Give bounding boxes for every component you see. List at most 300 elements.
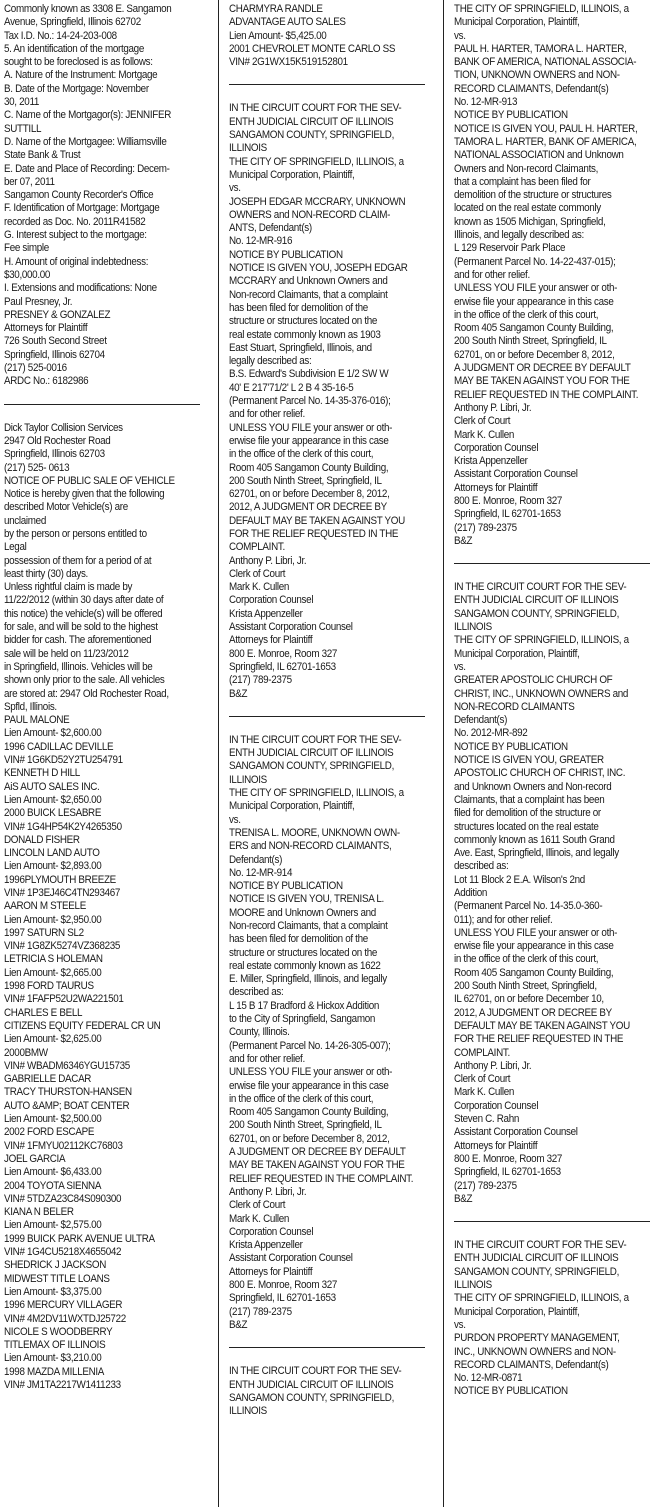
text-line: recorded as Doc. No. 2011R41582	[4, 215, 146, 228]
text-line: structure or structures located on the	[229, 315, 378, 328]
text-line: VIN# 1G8ZK5274VZ368235	[4, 940, 121, 953]
text-line: (Permanent Parcel No. 14-22-437-015);	[454, 255, 616, 268]
text-line: TRENISA L. MOORE, UNKNOWN OWN-	[229, 826, 400, 839]
text-line: MAY BE TAKEN AGAINST YOU FOR THE	[229, 1159, 405, 1172]
block-spacer	[229, 69, 426, 80]
text-line: VIN# 1G4HP54K2Y4265350	[4, 820, 122, 833]
text-line: No. 2012-MR-892	[454, 727, 528, 740]
text-line: Attorneys for Plaintiff	[229, 1265, 313, 1278]
text-line: 11/22/2012 (within 30 days after date of	[4, 594, 164, 607]
text-line: TION, UNKNOWN OWNERS and NON-	[454, 69, 620, 82]
text-line: demolition of the structure or structures	[454, 189, 612, 202]
text-line: Attorneys for Plaintiff	[229, 634, 313, 647]
text-line: NOTICE IS GIVEN YOU, PAUL H. HARTER,	[454, 122, 638, 135]
text-line: FOR THE RELIEF REQUESTED IN THE	[454, 1033, 624, 1046]
text-line: Clerk of Court	[229, 1199, 286, 1212]
text-line: unclaimed	[4, 514, 46, 527]
text-line: NOTICE IS GIVEN YOU, TRENISA L.	[229, 893, 384, 906]
text-line: and Unknown Owners and Non-record	[454, 780, 612, 793]
text-line: (217) 789-2375	[229, 1305, 292, 1318]
notice-separator	[454, 1221, 650, 1222]
text-line: in the office of the clerk of this court,	[454, 308, 599, 321]
text-line: Lien Amount- $2,600.00	[4, 727, 102, 740]
text-line: vs.	[454, 660, 466, 673]
text-line: real estate commonly known as 1903	[229, 328, 381, 341]
text-line: MOORE and Unknown Owners and	[229, 906, 376, 919]
block-spacer	[229, 1332, 426, 1343]
text-line: VIN# WBADM6346YGU15735	[4, 1059, 130, 1072]
text-line: 2000BMW	[4, 1046, 48, 1059]
text-line: VIN# 1FMYU02112KC76803	[4, 1139, 123, 1152]
text-line: (Permanent Parcel No. 14-35-376-016);	[229, 395, 391, 408]
text-line: COMPLAINT.	[229, 541, 285, 554]
text-line: Municipal Corporation, Plaintiff,	[229, 800, 355, 813]
text-line: Attorneys for Plaintiff	[454, 1139, 538, 1152]
block-spacer	[229, 701, 426, 712]
text-line: E. Date and Place of Recording: Decem-	[4, 162, 170, 175]
text-line: Addition	[454, 887, 488, 899]
text-line: Krista Appenzeller	[229, 607, 303, 620]
text-line: Sangamon County Recorder's Office	[4, 189, 154, 202]
notice-separator	[4, 404, 200, 405]
text-line: AARON M STEELE	[4, 900, 86, 913]
text-line: located on the real estate commonly	[454, 202, 601, 215]
text-line: Defendant(s)	[454, 714, 508, 727]
text-line: VIN# 4M2DV11WXTDJ25722	[4, 1312, 126, 1325]
text-line: TAMORA L. HARTER, BANK OF AMERICA,	[454, 135, 637, 148]
text-line: Attorneys for Plaintiff	[454, 481, 538, 494]
text-line: ENTH JUDICIAL CIRCUIT OF ILLINOIS	[454, 594, 619, 607]
text-line: 800 E. Monroe, Room 327	[229, 647, 338, 660]
text-line: Lien Amount- $2,665.00	[4, 966, 102, 979]
text-line: Corporation Counsel	[229, 594, 314, 607]
text-line: 2012, A JUDGMENT OR DECREE BY	[454, 1006, 612, 1019]
text-line: Lien Amount- $3,375.00	[4, 1285, 102, 1298]
text-line: Clerk of Court	[454, 1073, 511, 1086]
text-line: B&Z	[229, 1318, 248, 1331]
text-line: 62701, on or before December 8, 2012,	[454, 348, 615, 361]
block-spacer	[454, 570, 651, 581]
text-line: 2000 BUICK LESABRE	[4, 807, 102, 820]
text-line: DONALD FISHER	[4, 833, 80, 846]
text-line: Mark K. Cullen	[229, 1212, 290, 1225]
text-line: East Stuart, Springfield, Illinois, and	[229, 341, 372, 354]
text-line: (217) 525-0016	[4, 362, 67, 375]
text-line: are stored at: 2947 Old Rochester Road,	[4, 687, 169, 700]
text-line: No. 12-MR-913	[454, 96, 518, 109]
text-line: Defendant(s)	[229, 853, 283, 866]
text-line: DEFAULT MAY BE TAKEN AGAINST YOU	[454, 1019, 630, 1032]
text-line: Non-record Claimants, that a complaint	[229, 288, 388, 301]
text-line: G. Interest subject to the mortgage:	[4, 229, 147, 242]
text-line: vs.	[229, 182, 241, 195]
text-line: SANGAMON COUNTY, SPRINGFIELD,	[229, 129, 395, 142]
column-1	[4, 3, 201, 1507]
text-line: NOTICE IS GIVEN YOU, JOSEPH EDGAR	[229, 262, 408, 275]
text-line: Lien Amount- $3,210.00	[4, 1352, 102, 1365]
text-line: erwise file your appearance in this case	[229, 1079, 389, 1092]
text-line: ILLINOIS	[229, 1405, 267, 1418]
text-line: and for other relief.	[454, 268, 530, 281]
text-line: (Permanent Parcel No. 14-35.0-360-	[454, 900, 603, 913]
text-line: IN THE CIRCUIT COURT FOR THE SEV-	[454, 1239, 627, 1252]
text-line: L 15 B 17 Bradford & Hickox Addition	[229, 999, 380, 1012]
text-line: Municipal Corporation, Plaintiff,	[454, 16, 580, 29]
text-line: Anthony P. Libri, Jr.	[454, 1059, 532, 1072]
text-line: 2002 FORD ESCAPE	[4, 1126, 95, 1139]
text-line: bidder for cash. The aforementioned	[4, 634, 152, 647]
text-line: Illinois, and legally described as:	[454, 229, 584, 242]
text-line: (217) 525- 0613	[4, 461, 70, 474]
text-line: Lien Amount- $5,425.00	[229, 29, 327, 42]
text-line: SANGAMON COUNTY, SPRINGFIELD,	[229, 760, 395, 773]
text-line: 800 E. Monroe, Room 327	[454, 494, 563, 507]
text-line: 2012, A JUDGMENT OR DECREE BY	[229, 501, 387, 514]
block-spacer	[4, 411, 201, 422]
text-line: FOR THE RELIEF REQUESTED IN THE	[229, 527, 399, 540]
text-line: COMPLAINT.	[454, 1046, 510, 1059]
text-line: UNLESS YOU FILE your answer or oth-	[229, 1066, 393, 1079]
text-line: 200 South Ninth Street, Springfield, IL	[229, 1119, 382, 1132]
text-line: No. 12-MR-916	[229, 235, 293, 248]
text-line: ADVANTAGE AUTO SALES	[229, 16, 346, 29]
text-line: VIN# 1P3EJ46C4TN293467	[4, 887, 121, 899]
text-line: Lien Amount- $2,575.00	[4, 1219, 102, 1232]
text-line: IN THE CIRCUIT COURT FOR THE SEV-	[454, 581, 627, 594]
text-line: A JUDGMENT OR DECREE BY DEFAULT	[229, 1146, 406, 1159]
text-line: CHRIST, INC., UNKNOWN OWNERS and	[454, 687, 629, 700]
block-spacer	[229, 91, 426, 102]
text-line: in the office of the clerk of this court,	[454, 953, 599, 966]
block-spacer	[4, 389, 201, 400]
column-3	[454, 3, 651, 1507]
text-line: Room 405 Sangamon County Building,	[454, 966, 614, 979]
notice-block	[229, 1365, 426, 1418]
text-line: ILLINOIS	[454, 621, 492, 634]
text-line: erwise file your appearance in this case	[454, 295, 614, 308]
text-line: Springfield, Illinois 62704	[4, 348, 105, 361]
text-line: ber 07, 2011	[4, 175, 55, 188]
notice-block	[229, 102, 426, 700]
text-line: LETRICIA S HOLEMAN	[4, 953, 103, 966]
notice-block	[229, 734, 426, 1332]
text-line: shown only prior to the sale. All vehicles	[4, 674, 165, 687]
text-line: NOTICE OF PUBLIC SALE OF VEHICLE	[4, 474, 175, 487]
text-line: No. 12-MR-0871	[454, 1372, 523, 1385]
text-line: for sale, and will be sold to the highest	[4, 621, 158, 634]
text-line: that a complaint has been filed for	[454, 175, 591, 188]
text-line: Room 405 Sangamon County Building,	[229, 1106, 389, 1119]
text-line: UNLESS YOU FILE your answer or oth-	[454, 926, 618, 939]
text-line: RELIEF REQUESTED IN THE COMPLAINT.	[229, 1172, 414, 1185]
text-line: BANK OF AMERICA, NATIONAL ASSOCIA-	[454, 56, 637, 69]
text-line: ANTS, Defendant(s)	[229, 222, 312, 235]
text-line: B&Z	[454, 1192, 473, 1205]
text-line: ILLINOIS	[454, 1279, 492, 1292]
text-line: LINCOLN LAND AUTO	[4, 847, 100, 860]
text-line: Commonly known as 3308 E. Sangamon	[4, 3, 172, 15]
column-divider	[218, 0, 219, 1507]
text-line: Lien Amount- $6,433.00	[4, 1166, 102, 1179]
text-line: Tax I.D. No.: 14-24-203-008	[4, 29, 117, 42]
text-line: D. Name of the Mortgagee: Williamsville	[4, 135, 167, 148]
text-line: 62701, on or before December 8, 2012,	[229, 1132, 390, 1145]
text-line: NOTICE BY PUBLICATION	[454, 1385, 568, 1398]
text-line: C. Name of the Mortgagor(s): JENNIFER	[4, 109, 171, 122]
text-line: THE CITY OF SPRINGFIELD, ILLINOIS, a	[454, 1292, 629, 1305]
text-line: 1998 FORD TAURUS	[4, 980, 94, 993]
text-line: Springfield, IL 62701-1653	[229, 1292, 336, 1305]
text-line: Corporation Counsel	[454, 1099, 539, 1112]
text-line: Mark K. Cullen	[454, 1086, 515, 1099]
text-line: in the office of the clerk of this court,	[229, 1092, 374, 1105]
text-line: MAY BE TAKEN AGAINST YOU FOR THE	[454, 375, 630, 388]
text-line: NOTICE BY PUBLICATION	[454, 740, 568, 753]
block-spacer	[454, 1206, 651, 1217]
text-line: Springfield, IL 62701-1653	[229, 660, 336, 673]
text-line: TRACY THURSTON-HANSEN	[4, 1086, 132, 1099]
text-line: VIN# 5TDZA23C84S090300	[4, 1192, 122, 1205]
text-line: sought to be foreclosed is as follows:	[4, 56, 153, 69]
block-spacer	[454, 1228, 651, 1239]
text-line: Mark K. Cullen	[229, 581, 290, 594]
text-line: Springfield, Illinois 62703	[4, 448, 105, 461]
text-line: ILLINOIS	[229, 142, 267, 155]
text-line: ENTH JUDICIAL CIRCUIT OF ILLINOIS	[229, 1378, 394, 1391]
text-line: Assistant Corporation Counsel	[454, 468, 578, 481]
notice-separator	[229, 716, 425, 717]
text-line: Assistant Corporation Counsel	[229, 1252, 353, 1265]
text-line: RECORD CLAIMANTS, Defendant(s)	[454, 82, 609, 95]
text-line: UNLESS YOU FILE your answer or oth-	[229, 421, 393, 434]
text-line: 5. An identification of the mortgage	[4, 42, 145, 55]
text-line: Krista Appenzeller	[229, 1239, 303, 1252]
text-line: VIN# JM1TA2217W1411233	[4, 1378, 121, 1391]
text-line: Anthony P. Libri, Jr.	[454, 401, 532, 414]
text-line: 200 South Ninth Street, Springfield, IL	[229, 474, 382, 487]
text-line: Anthony P. Libri, Jr.	[229, 554, 307, 567]
text-line: real estate commonly known as 1622	[229, 959, 381, 972]
text-line: Krista Appenzeller	[454, 455, 528, 468]
text-line: VIN# 2G1WX15K519152801	[229, 56, 348, 69]
text-line: SANGAMON COUNTY, SPRINGFIELD,	[229, 1391, 395, 1404]
text-line: CHARMYRA RANDLE	[229, 3, 323, 15]
block-spacer	[229, 1354, 426, 1365]
text-line: Owners and Non-record Claimants,	[454, 162, 599, 175]
text-line: least thirty (30) days.	[4, 567, 88, 580]
text-line: by the person or persons entitled to	[4, 527, 147, 540]
text-line: NATIONAL ASSOCIATION and Unknown	[454, 149, 624, 162]
text-line: ENTH JUDICIAL CIRCUIT OF ILLINOIS	[454, 1252, 619, 1265]
text-line: Lien Amount- $2,650.00	[4, 793, 102, 806]
text-line: erwise file your appearance in this case	[229, 434, 389, 447]
text-line: and for other relief.	[229, 1052, 305, 1065]
notice-separator	[229, 84, 425, 85]
text-line: I. Extensions and modifications: None	[4, 282, 157, 295]
text-line: Paul Presney, Jr.	[4, 295, 73, 308]
text-line: A JUDGMENT OR DECREE BY DEFAULT	[454, 362, 631, 375]
text-line: NOTICE IS GIVEN YOU, GREATER	[454, 754, 604, 767]
text-line: TITLEMAX OF ILLINOIS	[4, 1339, 106, 1352]
notice-block	[4, 3, 201, 389]
text-line: Steven C. Rahn	[454, 1113, 519, 1126]
text-line: $30,000.00	[4, 268, 51, 281]
text-line: legally described as:	[229, 355, 312, 368]
text-line: B. Date of the Mortgage: November	[4, 82, 149, 95]
text-line: AiS AUTO SALES INC.	[4, 780, 100, 793]
column-2	[229, 3, 426, 1507]
text-line: Springfield, IL 62701-1653	[454, 1166, 561, 1179]
text-line: 800 E. Monroe, Room 327	[229, 1279, 338, 1292]
text-line: DEFAULT MAY BE TAKEN AGAINST YOU	[229, 514, 405, 527]
notice-block	[229, 3, 426, 69]
text-line: (217) 789-2375	[454, 1179, 517, 1192]
text-line: 2004 TOYOTA SIENNA	[4, 1179, 102, 1192]
block-spacer	[454, 548, 651, 559]
text-line: ENTH JUDICIAL CIRCUIT OF ILLINOIS	[229, 115, 394, 128]
text-line: SUTTILL	[4, 122, 42, 135]
text-line: commonly known as 1611 South Grand	[454, 833, 615, 846]
column-divider	[443, 0, 444, 1507]
text-line: 40' E 217'71/2' L 2 B 4 35-16-5	[229, 381, 354, 394]
text-line: Claimants, that a complaint has been	[454, 793, 605, 806]
text-line: IN THE CIRCUIT COURT FOR THE SEV-	[229, 1365, 402, 1378]
text-line: SHEDRICK J JACKSON	[4, 1259, 106, 1272]
text-line: (217) 789-2375	[229, 674, 292, 687]
text-line: NON-RECORD CLAIMANTS	[454, 700, 575, 713]
text-line: E. Miller, Springfield, Illinois, and legally	[229, 973, 387, 986]
text-line: 1997 SATURN SL2	[4, 926, 84, 939]
text-line: has been filed for demolition of the	[229, 301, 368, 314]
text-line: CHARLES E BELL	[4, 1006, 83, 1019]
text-line: Ave. East, Springfield, Illinois, and legally	[454, 847, 619, 860]
text-line: PRESNEY & GONZALEZ	[4, 308, 111, 321]
text-line: Non-record Claimants, that a complaint	[229, 920, 388, 932]
text-line: THE CITY OF SPRINGFIELD, ILLINOIS, a	[454, 3, 629, 15]
text-line: JOEL GARCIA	[4, 1152, 66, 1165]
text-line: 011); and for other relief.	[454, 913, 553, 926]
text-line: Municipal Corporation, Plaintiff,	[229, 168, 355, 181]
text-line: 1996 CADILLAC DEVILLE	[4, 740, 114, 753]
text-line: IL 62701, on or before December 10,	[454, 993, 604, 1006]
text-line: to the City of Springfield, Sangamon	[229, 1013, 376, 1026]
text-line: H. Amount of original indebtedness:	[4, 255, 149, 268]
text-line: in Springfield, Illinois. Vehicles will be	[4, 660, 153, 673]
text-line: in the office of the clerk of this court,	[229, 448, 374, 461]
text-line: GABRIELLE DACAR	[4, 1073, 92, 1086]
notice-block	[454, 1239, 651, 1399]
text-line: Dick Taylor Collision Services	[4, 421, 123, 434]
text-line: State Bank & Trust	[4, 149, 81, 162]
text-line: THE CITY OF SPRINGFIELD, ILLINOIS, a	[229, 155, 404, 168]
text-line: NICOLE S WOODBERRY	[4, 1325, 113, 1338]
text-line: Avenue, Springfield, Illinois 62702	[4, 16, 141, 29]
text-line: RECORD CLAIMANTS, Defendant(s)	[454, 1358, 609, 1371]
text-line: Assistant Corporation Counsel	[229, 621, 353, 634]
text-line: PURDON PROPERTY MANAGEMENT,	[454, 1332, 620, 1345]
text-line: described as:	[229, 986, 284, 999]
text-line: Mark K. Cullen	[454, 428, 515, 441]
text-line: MIDWEST TITLE LOANS	[4, 1272, 110, 1285]
text-line: described Motor Vehicle(s) are	[4, 501, 128, 514]
text-line: MCCRARY and Unknown Owners and	[229, 275, 388, 288]
text-line: B&Z	[229, 687, 248, 700]
text-line: INC., UNKNOWN OWNERS and NON-	[454, 1345, 616, 1358]
text-line: Municipal Corporation, Plaintiff,	[454, 1305, 580, 1318]
text-line: RELIEF REQUESTED IN THE COMPLAINT.	[454, 388, 639, 401]
text-line: Springfield, IL 62701-1653	[454, 508, 561, 521]
text-line: 800 E. Monroe, Room 327	[454, 1152, 563, 1165]
text-line: 1996PLYMOUTH BREEZE	[4, 873, 116, 886]
block-spacer	[229, 723, 426, 734]
text-line: KIANA N BELER	[4, 1206, 74, 1219]
text-line: Lien Amount- $2,625.00	[4, 1033, 102, 1046]
text-line: OWNERS and NON-RECORD CLAIM-	[229, 208, 391, 221]
text-line: Legal	[4, 541, 27, 554]
text-line: AUTO &AMP; BOAT CENTER	[4, 1099, 130, 1112]
text-line: CITIZENS EQUITY FEDERAL CR UN	[4, 1019, 161, 1032]
text-line: VIN# 1FAFP52U2WA221501	[4, 993, 124, 1006]
text-line: 1999 BUICK PARK AVENUE ULTRA	[4, 1232, 155, 1245]
text-line: vs.	[454, 29, 466, 42]
text-line: IN THE CIRCUIT COURT FOR THE SEV-	[229, 102, 402, 115]
text-line: Attorneys for Plaintiff	[4, 322, 88, 335]
text-line: APOSTOLIC CHURCH OF CHRIST, INC.	[454, 767, 626, 780]
text-line: No. 12-MR-914	[229, 866, 293, 879]
text-line: this notice) the vehicle(s) will be offered	[4, 607, 163, 620]
text-line: Lien Amount- $2,950.00	[4, 913, 102, 926]
notice-block	[454, 3, 651, 548]
text-line: B&Z	[454, 534, 473, 547]
text-line: IN THE CIRCUIT COURT FOR THE SEV-	[229, 733, 402, 746]
text-line: County, Illinois.	[229, 1026, 290, 1039]
text-line: Unless rightful claim is made by	[4, 581, 133, 594]
text-line: VIN# 1G4CU5218X4655042	[4, 1246, 122, 1259]
notice-separator	[229, 1347, 425, 1348]
text-line: F. Identification of Mortgage: Mortgage	[4, 202, 160, 215]
text-line: filed for demolition of the structure or	[454, 807, 601, 820]
text-line: structure or structures located on the	[229, 946, 378, 959]
text-line: Municipal Corporation, Plaintiff,	[454, 647, 580, 660]
text-line: structures located on the real estate	[454, 820, 599, 833]
text-line: Assistant Corporation Counsel	[454, 1126, 578, 1139]
text-line: 62701, on or before December 8, 2012,	[229, 488, 390, 501]
text-line: Room 405 Sangamon County Building,	[454, 322, 614, 335]
text-line: 2001 CHEVROLET MONTE CARLO SS	[229, 42, 396, 55]
text-line: Corporation Counsel	[454, 441, 539, 454]
notice-block	[454, 581, 651, 1206]
text-line: Room 405 Sangamon County Building,	[229, 461, 389, 474]
text-line: Lien Amount- $2,500.00	[4, 1113, 102, 1126]
text-line: ENTH JUDICIAL CIRCUIT OF ILLINOIS	[229, 747, 394, 760]
text-line: described as:	[454, 860, 509, 873]
text-line: A. Nature of the Instrument: Mortgage	[4, 69, 158, 82]
text-line: has been filed for demolition of the	[229, 933, 368, 946]
text-line: NOTICE BY PUBLICATION	[229, 248, 343, 261]
text-line: PAUL MALONE	[4, 714, 70, 727]
text-line: B.S. Edward's Subdivision E 1/2 SW W	[229, 368, 389, 381]
text-line: 200 South Ninth Street, Springfield,	[454, 980, 597, 993]
text-line: 1996 MERCURY VILLAGER	[4, 1299, 123, 1312]
text-line: THE CITY OF SPRINGFIELD, ILLINOIS, a	[229, 787, 404, 800]
text-line: SANGAMON COUNTY, SPRINGFIELD,	[454, 1265, 620, 1278]
text-line: Clerk of Court	[454, 415, 511, 428]
text-line: NOTICE BY PUBLICATION	[229, 880, 343, 893]
text-line: Lot 11 Block 2 E.A. Wilson's 2nd	[454, 873, 585, 886]
text-line: UNLESS YOU FILE your answer or oth-	[454, 282, 618, 295]
text-line: GREATER APOSTOLIC CHURCH OF	[454, 674, 613, 687]
text-line: 200 South Ninth Street, Springfield, IL	[454, 335, 607, 348]
